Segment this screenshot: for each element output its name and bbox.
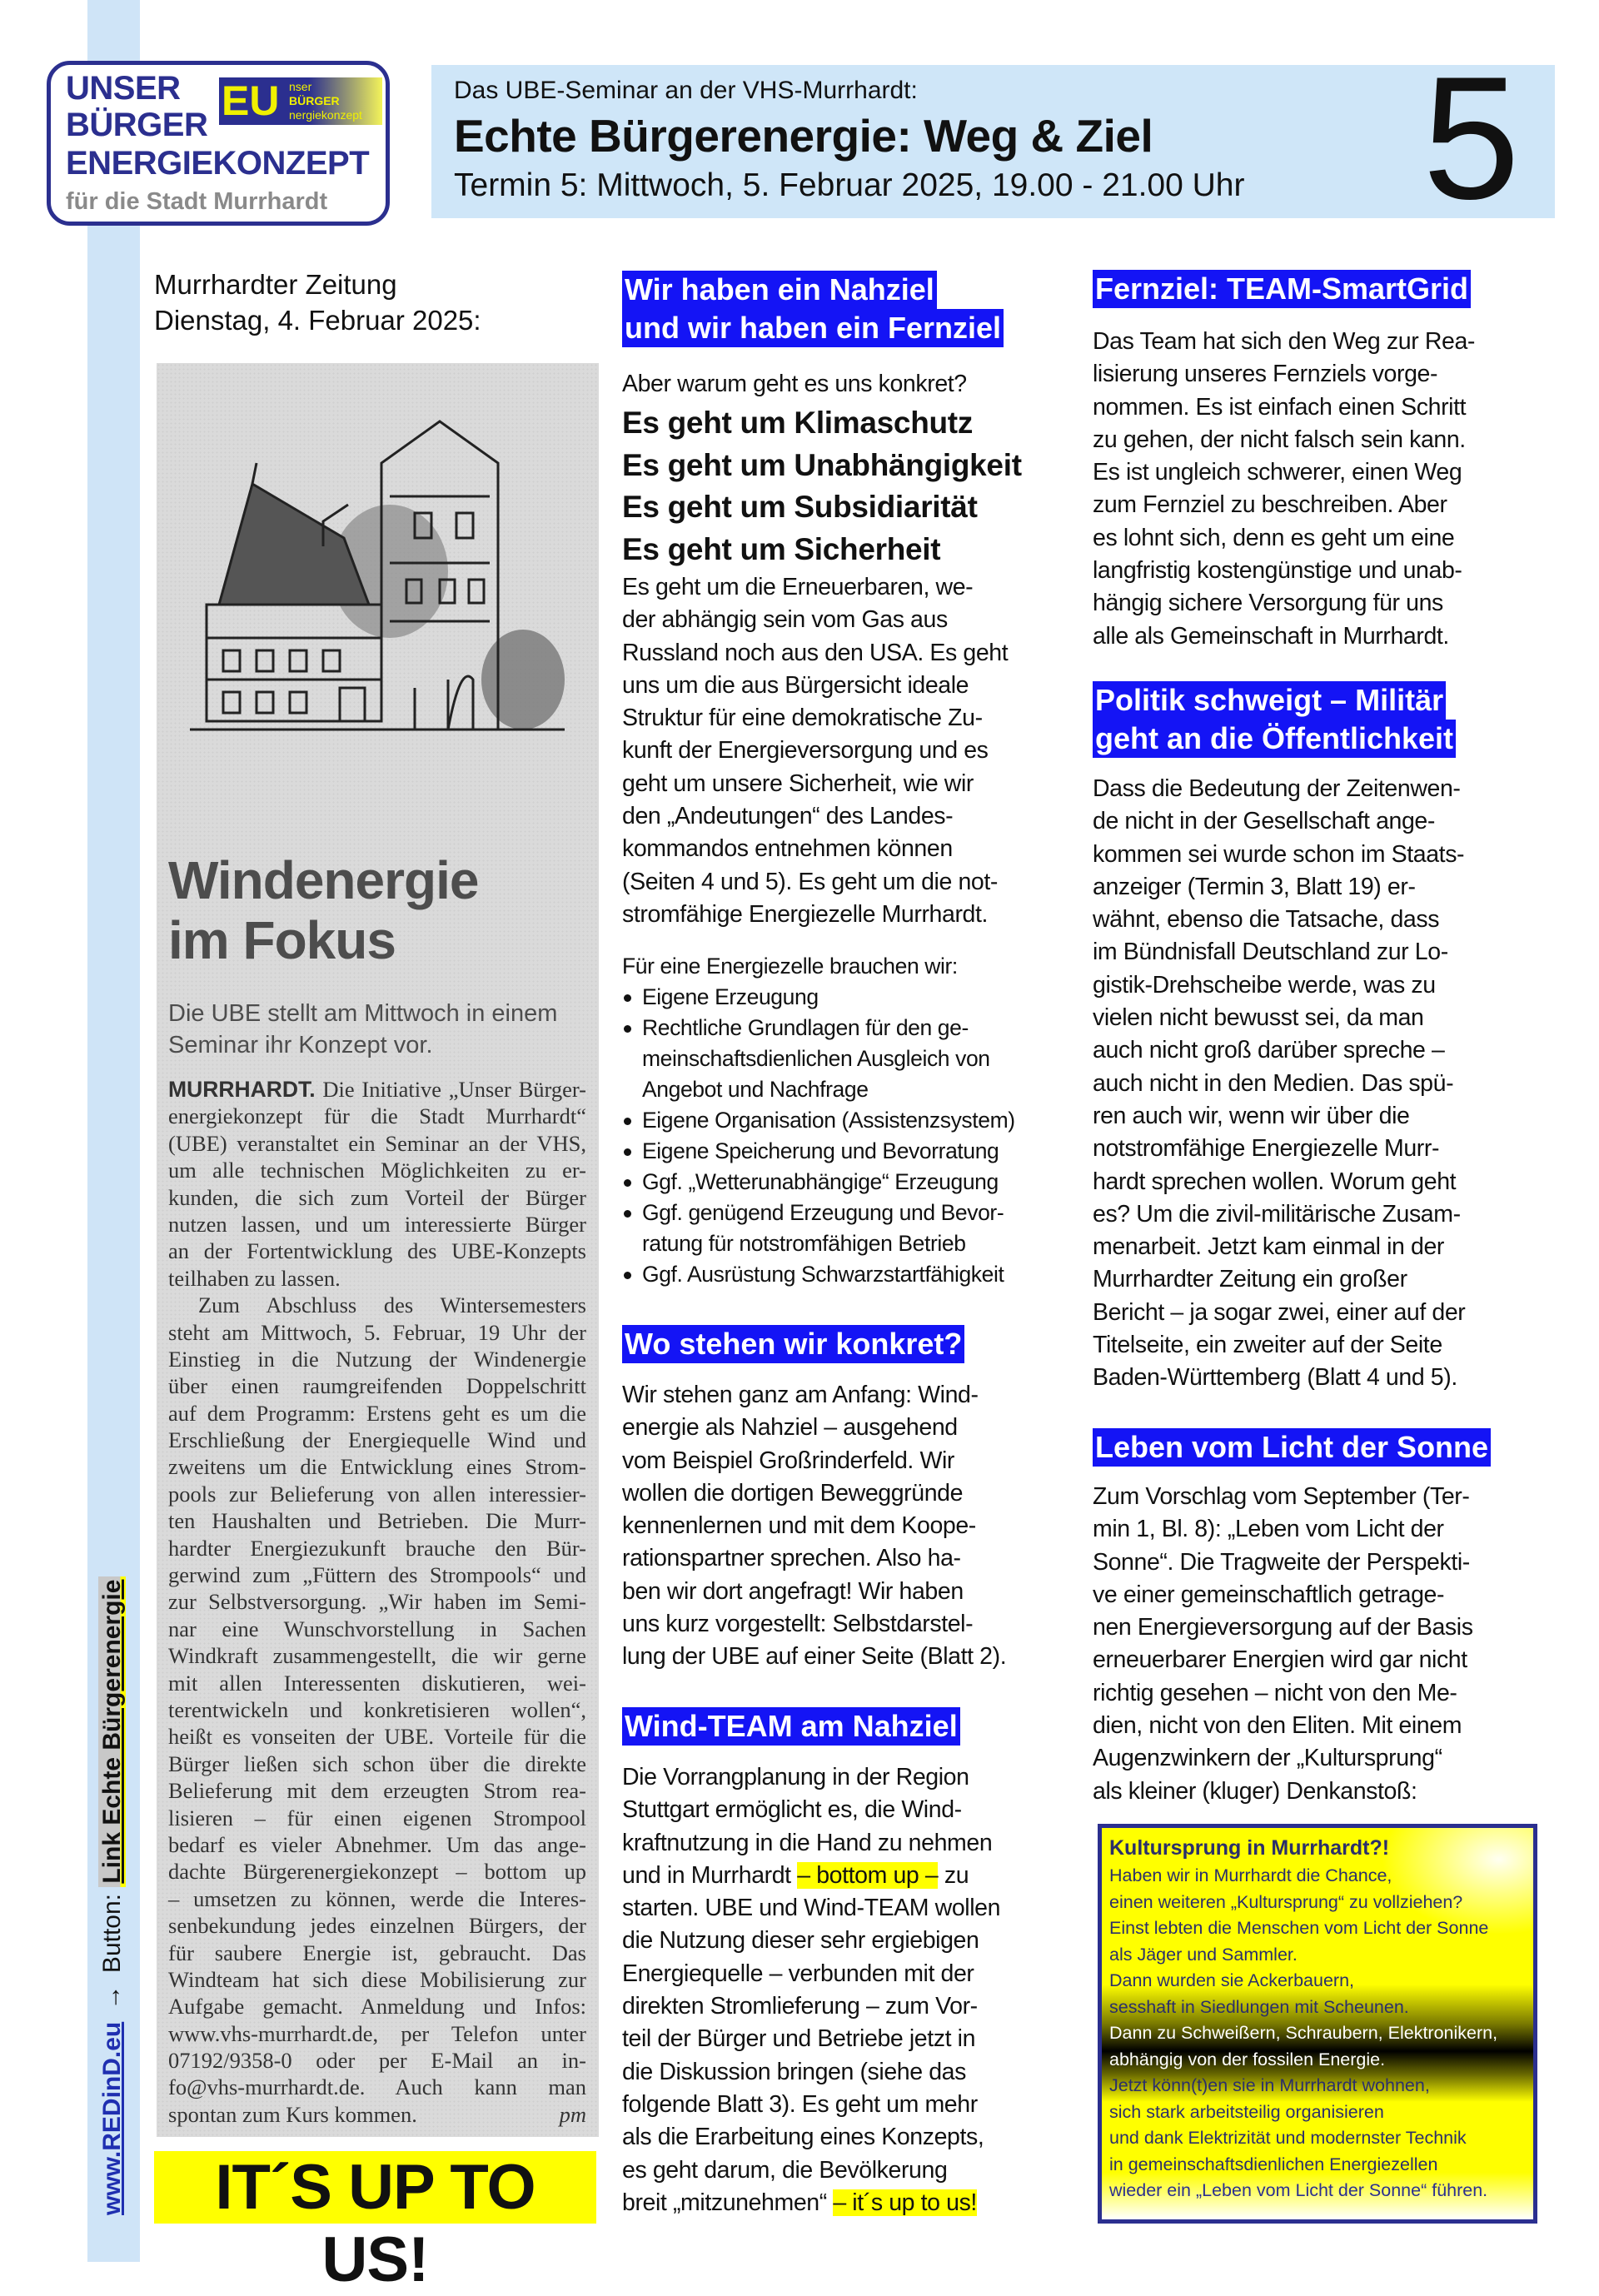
clipping-line: lisieren – für einen eigenen Strompool: [168, 1805, 586, 1830]
paragraph-wind-team: [622, 1761, 1000, 2219]
clipping-body: [168, 1076, 586, 2128]
kultursprung-line: einen weiteren „Kultursprung“ zu vollziehen?: [1109, 1891, 1463, 1912]
text-line: Baden-Württemberg (Blatt 4 und 5).: [1093, 1364, 1457, 1392]
question-text: [622, 368, 967, 401]
clipping-line: über einen raumgreifenden Doppelschritt: [168, 1373, 586, 1399]
paragraph-licht-der-sonne: [1093, 1481, 1473, 1808]
newspaper-clipping: [157, 363, 599, 2137]
kultursprung-line: als Jäger und Sammler.: [1109, 1944, 1298, 1965]
list-item: Eigene Speicherung und Bevorratung: [622, 1136, 1015, 1167]
text-line: (Seiten 4 und 5). Es geht um die not-: [622, 868, 998, 895]
text-line: hardt sprechen wollen. Worum geht: [1093, 1168, 1457, 1195]
clipping-last-line: [168, 2101, 586, 2128]
logo-badge-text: nergiekonzept: [289, 108, 362, 122]
text-line: alle als Gemeinschaft in Murrhardt.: [1093, 622, 1449, 650]
echte-buergerenergie-link-button[interactable]: Link Echte Bürgerenergie: [98, 1576, 126, 1887]
text-line: Wo stehen wir konkret?: [622, 1325, 964, 1363]
text-line: geht an die Öffentlichkeit: [1093, 720, 1456, 758]
text-line: und in Murrhardt – bottom up – zu: [622, 1861, 969, 1889]
list-item: Eigene Erzeugung: [622, 982, 1015, 1013]
text-line: breit „mitzunehmen“ – it´s up to us!: [622, 2189, 977, 2216]
logo-badge-text: nser: [289, 80, 312, 93]
text-line: starten. UBE und Wind-TEAM wollen: [622, 1895, 1001, 1922]
sheet-number: 5: [1422, 40, 1520, 236]
kultursprung-line: abhängig von der fossilen Energie.: [1109, 2049, 1386, 2069]
text-line: Zum Vorschlag vom September (Ter-: [1093, 1483, 1470, 1510]
text-line: teil der Bürger und Betriebe jetzt in: [622, 2025, 976, 2053]
text-line: als kleiner (kluger) Denkanstoß:: [1093, 1777, 1417, 1805]
text-line: Wir stehen ganz am Anfang: Wind-: [622, 1382, 979, 1408]
text-line: zu gehen, der nicht falsch sein kann.: [1093, 426, 1466, 453]
text-line: die Diskussion bringen (siehe das: [622, 2058, 966, 2085]
list-item-continuation: meinschaftsdienlichen Ausgleich von: [642, 1046, 990, 1071]
clipping-text: spontan zum Kurs kommen.: [168, 2101, 417, 2127]
newspaper-name: Murrhardter Zeitung: [154, 269, 397, 300]
text-line: kommen sei wurde schon im Staats-: [1093, 840, 1465, 868]
text-line: Fernziel: TEAM-SmartGrid: [1093, 270, 1471, 308]
clipping-line: an der Fortentwicklung des UBE-Konzepts: [168, 1238, 586, 1264]
header-kicker: Das UBE-Seminar an der VHS-Murrhardt:: [454, 77, 918, 104]
text-line: uns kurz vorgestellt: Selbstdarstel-: [622, 1611, 974, 1638]
logo-subtitle: für die Stadt Murrhardt: [66, 188, 328, 215]
clipping-line: terentwickeln und konkretisieren wollen“,: [168, 1696, 586, 1722]
clipping-headline: [168, 850, 478, 970]
text-line: direkten Stromlieferung – zum Vor-: [622, 1993, 978, 2020]
text-line: Das Team hat sich den Weg zur Rea-: [1093, 328, 1475, 355]
text-line: hängig sichere Versorgung für uns: [1093, 590, 1443, 617]
kultursprung-line: und dank Elektrizität und modernster Technik: [1109, 2128, 1467, 2148]
logo-line: BÜRGER: [66, 107, 208, 143]
clipping-line: Erschließung der Energiequelle Wind und: [168, 1427, 586, 1453]
text-line: Wind-TEAM am Nahziel: [622, 1707, 960, 1746]
text-line: wähnt, ebenso die Tatsache, dass: [1093, 906, 1440, 934]
text-line: uns um die aus Bürgersicht ideale: [622, 671, 969, 699]
heading-politik-militaer: [1093, 681, 1456, 758]
text-line: Es geht um Sicherheit: [622, 531, 941, 566]
key-reasons: [622, 402, 1022, 570]
text-line: es lohnt sich, denn es geht um eine: [1093, 524, 1455, 551]
text-line: richtig gesehen – nicht von den Me-: [1093, 1679, 1457, 1706]
kultursprung-line: in gemeinschaftsdienlichen Energiezellen: [1109, 2154, 1438, 2174]
clipping-line: nar eine Wunschvorstellung in Sachen: [168, 1616, 586, 1641]
clipping-line: für saubere Energie ist, gebraucht. Das: [168, 1940, 586, 1965]
paragraph-politik: [1093, 773, 1465, 1395]
text-line: Struktur für eine demokratische Zu-: [622, 705, 983, 732]
text-line: dien, nicht von den Eliten. Mit einem: [1093, 1712, 1462, 1740]
text-line: nen Energieversorgung auf der Basis: [1093, 1614, 1473, 1641]
clipping-line: Zum Abschluss des Wintersemesters: [198, 1292, 586, 1318]
kultursprung-line: sich stark arbeitsteilig organisieren: [1109, 2101, 1384, 2122]
energy-cell-requirements: [622, 951, 1015, 1290]
text-line: kommandos entnehmen können: [622, 835, 953, 863]
button-hint: Button:: [98, 1893, 126, 1974]
highlighted-phrase: – bottom up –: [797, 1861, 939, 1889]
text-line: stromfähige Energiezelle Murrhardt.: [622, 900, 989, 928]
slogan-banner: IT´S UP TO US!: [154, 2151, 596, 2224]
clipping-line: nutzen lassen, und um interessierte Bürger: [168, 1211, 586, 1237]
text-line: Politik schweigt – Militär: [1093, 681, 1446, 720]
list-intro: Für eine Energiezelle brauchen wir:: [622, 954, 958, 979]
text-line: energie als Nahziel – ausgehend: [622, 1414, 958, 1442]
heading-licht-der-sonne: [1093, 1428, 1491, 1467]
heading-wo-stehen-wir: [622, 1325, 964, 1363]
clipping-line: 07192/9358-0 oder per E-Mail an in-: [168, 2048, 586, 2074]
church-illustration: [173, 413, 581, 846]
text-line: anzeiger (Termin 3, Blatt 19) er-: [1093, 873, 1416, 900]
newspaper-date: Dienstag, 4. Februar 2025:: [154, 305, 481, 336]
text-line: Stuttgart ermöglicht es, die Wind-: [622, 1796, 962, 1824]
text-line: zum Fernziel zu beschreiben. Aber: [1093, 491, 1447, 519]
text-line: langfristig kostengünstige und unab-: [1093, 557, 1462, 585]
text-line: Energiequelle – verbunden mit der: [622, 1960, 974, 1987]
heading-nahziel-fernziel: [622, 271, 1004, 347]
session-date: Termin 5: Mittwoch, 5. Februar 2025, 19.00 - 21.00 Uhr: [454, 167, 1245, 203]
text-line: folgende Blatt 3). Es geht um mehr: [622, 2090, 978, 2118]
text-line: und wir haben ein Fernziel: [622, 309, 1004, 347]
text-line: geht um unsere Sicherheit, wie wir: [622, 769, 974, 797]
arrow-right-icon: →: [98, 1985, 126, 2010]
list-item-continuation: ratung für notstromfähigen Betrieb: [642, 1231, 966, 1256]
text-line: Es ist ungleich schwerer, einen Weg: [1093, 459, 1462, 486]
text-line: Russland noch aus den USA. Es geht: [622, 639, 1009, 666]
text-line: auch nicht in den Medien. Das spü-: [1093, 1069, 1454, 1097]
kultursprung-line: sesshaft in Siedlungen mit Scheunen.: [1109, 1996, 1409, 2017]
clipping-line: energiekonzept für die Stadt Murrhardt“: [168, 1103, 586, 1129]
text-line: den „Andeutungen“ des Landes-: [622, 803, 954, 830]
logo-line: ENERGIEKONZEPT: [66, 145, 370, 182]
list-item: Rechtliche Grundlagen für den ge-: [622, 1013, 1015, 1043]
text-line: rationspartner sprechen. Also ha-: [622, 1545, 961, 1572]
clipping-line: pools zur Belieferung von allen interessier-: [168, 1481, 586, 1507]
clipping-line: – umsetzen zu können, werde die Interes-: [168, 1885, 586, 1911]
clipping-line: [168, 1076, 586, 1103]
text-line: die Nutzung dieser sehr ergiebigen: [622, 1927, 979, 1955]
logo-badge-letters: EU: [222, 77, 280, 124]
text-line: vielen nicht bewusst sei, da man: [1093, 1004, 1424, 1032]
clipping-line: zweitens um die Entwicklung eines Strom-: [168, 1454, 586, 1480]
website-link[interactable]: www.REDinD.eu: [98, 2021, 126, 2215]
clipping-subheadline-line: Seminar ihr Konzept vor.: [168, 1032, 433, 1058]
source-citation: [154, 266, 481, 338]
text-line: erneuerbarer Energien wird gar nicht: [1093, 1646, 1467, 1674]
text-line: der abhängig sein vom Gas aus: [622, 606, 948, 634]
clipping-line: www.vhs-murrhardt.de, per Telefon unter: [168, 2020, 586, 2046]
clipping-line: Einstieg in die Nutzung der Windenergie: [168, 1346, 586, 1372]
clipping-line: Aufgabe gemacht. Anmeldung und Infos:: [168, 1994, 586, 2020]
clipping-headline-line: im Fokus: [168, 910, 396, 970]
text-line: wollen die dortigen Beweggründe: [622, 1479, 964, 1507]
kultursprung-line: Haben wir in Murrhardt die Chance,: [1109, 1865, 1392, 1885]
text-line: Dass die Bedeutung der Zeitenwen-: [1093, 775, 1461, 802]
clipping-line: bedarf es vieler Abnehmer. Um das ange-: [168, 1831, 586, 1857]
clipping-line: Windkraft zusammengestellt, die wir gerne: [168, 1643, 586, 1669]
clipping-line: Bürger ließen sich schon über die direkte: [168, 1751, 586, 1776]
text-line: lisierung unseres Fernziels vorge-: [1093, 361, 1438, 388]
highlighted-phrase: – it´s up to us!: [833, 2189, 977, 2216]
paragraph-status: [622, 1379, 1006, 1674]
text-line: Augenzwinkern der „Kultursprung“: [1093, 1745, 1442, 1772]
text-line: nommen. Es ist einfach einen Schritt: [1093, 393, 1467, 421]
kultursprung-line: Jetzt könn(t)en sie in Murrhardt wohnen,: [1109, 2075, 1430, 2095]
text-line: ren auch wir, wenn wir über die: [1093, 1102, 1410, 1129]
paragraph-fernziel: [1093, 326, 1475, 653]
kultursprung-title: Kultursprung in Murrhardt?!: [1109, 1836, 1390, 1860]
text-line: Wir haben ein Nahziel: [622, 271, 937, 309]
clipping-line: kunden, die sich zum Vorteil der Bürger: [168, 1184, 586, 1210]
text-line: lung der UBE auf einer Seite (Blatt 2).: [622, 1643, 1007, 1671]
text-line: Leben vom Licht der Sonne: [1093, 1428, 1491, 1467]
text-line: es geht darum, die Bevölkerung: [622, 2156, 948, 2184]
clipping-subheadline: [168, 998, 557, 1061]
clipping-line: fo@vhs-murrhardt.de. Auch kann man: [168, 2074, 586, 2100]
list-item: Ggf. genügend Erzeugung und Bevor-: [622, 1198, 1015, 1228]
heading-wind-team: [622, 1707, 960, 1746]
page-title: Echte Bürgerenergie: Weg & Ziel: [454, 110, 1153, 162]
logo-badge: [219, 77, 382, 125]
text-line: notstromfähige Energiezelle Murr-: [1093, 1135, 1440, 1163]
clipping-line: heißt es vonseiten der UBE. Vorteile für die: [168, 1724, 586, 1750]
logo-badge-text: BÜRGER: [289, 94, 340, 107]
text-line: min 1, Bl. 8): „Leben vom Licht der: [1093, 1516, 1444, 1543]
text-line: Titelseite, ein zweiter auf der Seite: [1093, 1332, 1442, 1359]
text-line: auch nicht groß darüber spreche –: [1093, 1037, 1445, 1064]
text-line: Bericht – ja sogar zwei, einer auf der: [1093, 1298, 1466, 1326]
text-line: Aber warum geht es uns konkret?: [622, 371, 967, 397]
text-line: als die Erarbeitung eines Konzepts,: [622, 2124, 984, 2151]
kultursprung-line: Einst lebten die Menschen vom Licht der Sonne: [1109, 1918, 1489, 1938]
text-line: es? Um die zivil-militärische Zusam-: [1093, 1200, 1461, 1228]
text-line: menarbeit. Jetzt kam einmal in der: [1093, 1233, 1444, 1261]
logo-line: UNSER: [66, 70, 181, 107]
list-item: Ggf. Ausrüstung Schwarzstartfähigkeit: [622, 1259, 1015, 1290]
text-line: kraftnutzung in die Hand zu nehmen: [622, 1829, 993, 1856]
text-line: ben wir dort angefragt! Wir haben: [622, 1577, 964, 1605]
clipping-line: teilhaben zu lassen.: [168, 1265, 341, 1291]
clipping-line: hardter Energiezukunft brauche den Bür-: [168, 1535, 586, 1561]
clipping-line: steht am Mittwoch, 5. Februar, 19 Uhr der: [168, 1319, 586, 1345]
clipping-line: dachte Bürgerenergiekonzept – bottom up: [168, 1859, 586, 1885]
clipping-text: Die Initiative „Unser Bürger-: [315, 1077, 586, 1102]
text-line: Es geht um Klimaschutz: [622, 406, 974, 440]
sidebar-link-note: [94, 1576, 131, 2215]
text-line: vom Beispiel Großrinderfeld. Wir: [622, 1447, 954, 1474]
clipping-author: pm: [559, 2101, 586, 2127]
clipping-line: Windteam hat sich diese Mobilisierung zur: [168, 1966, 586, 1992]
clipping-line: gerwind zum „Füttern des Strompools“ und: [168, 1562, 586, 1588]
list-item-continuation: Angebot und Nachfrage: [642, 1077, 869, 1102]
paragraph-renewables: [622, 571, 1008, 931]
list-item: Ggf. „Wetterunabhängige“ Erzeugung: [622, 1167, 1015, 1198]
clipping-subheadline-line: Die UBE stellt am Mittwoch in einem: [168, 1000, 558, 1027]
clipping-line: senbekundung jedes einzelnen Bürgers, der: [168, 1913, 586, 1939]
heading-fernziel: [1093, 270, 1471, 308]
kultursprung-line: Dann zu Schweißern, Schraubern, Elektronikern,: [1109, 2023, 1498, 2043]
text-line: de nicht in der Gesellschaft ange-: [1093, 808, 1435, 835]
clipping-line: zur Selbstversorgung. „Wir haben im Semi-: [168, 1589, 586, 1615]
clipping-headline-line: Windenergie: [168, 850, 479, 910]
kultursprung-box: [1098, 1824, 1537, 2224]
clipping-line: um alle technischen Möglichkeiten zu er-: [168, 1158, 586, 1183]
kultursprung-line: wieder ein „Leben vom Licht der Sonne“ führen.: [1109, 2180, 1488, 2200]
text-line: kennenlernen und mit dem Koope-: [622, 1512, 976, 1540]
clipping-line: mit allen Interessenten diskutieren, wei-: [168, 1670, 586, 1696]
text-line: kunft der Energieversorgung und es: [622, 737, 989, 765]
text-line: Sonne“. Die Tragweite der Perspekti-: [1093, 1548, 1470, 1576]
text-line: gistik-Drehscheibe werde, was zu: [1093, 971, 1436, 999]
header-banner: [431, 40, 1555, 236]
clipping-line: ten Haushalten und Betrieben. Die Murr-: [168, 1508, 586, 1534]
logo: [47, 61, 390, 226]
text-line: Die Vorrangplanung in der Region: [622, 1764, 969, 1790]
text-line: Es geht um Subsidiarität: [622, 490, 978, 525]
text-line: ve einer gemeinschaftlich getrage-: [1093, 1581, 1445, 1608]
clipping-line: (UBE) veranstaltet ein Seminar an der VHS,: [168, 1130, 586, 1156]
text-line: im Bündnisfall Deutschland zur Lo-: [1093, 939, 1448, 966]
clipping-line: auf dem Programm: Erstens geht es um die: [168, 1400, 586, 1426]
text-line: Es geht um die Erneuerbaren, we-: [622, 574, 974, 600]
text-line: Es geht um Unabhängigkeit: [622, 447, 1022, 482]
clipping-dateline: MURRHARDT.: [168, 1077, 316, 1102]
list-item: Eigene Organisation (Assistenzsystem): [622, 1105, 1015, 1136]
clipping-line: Belieferung mit dem erzeugten Strom rea-: [168, 1778, 586, 1804]
text-line: Murrhardter Zeitung ein großer: [1093, 1266, 1407, 1293]
kultursprung-line: Dann wurden sie Ackerbauern,: [1109, 1970, 1355, 1990]
